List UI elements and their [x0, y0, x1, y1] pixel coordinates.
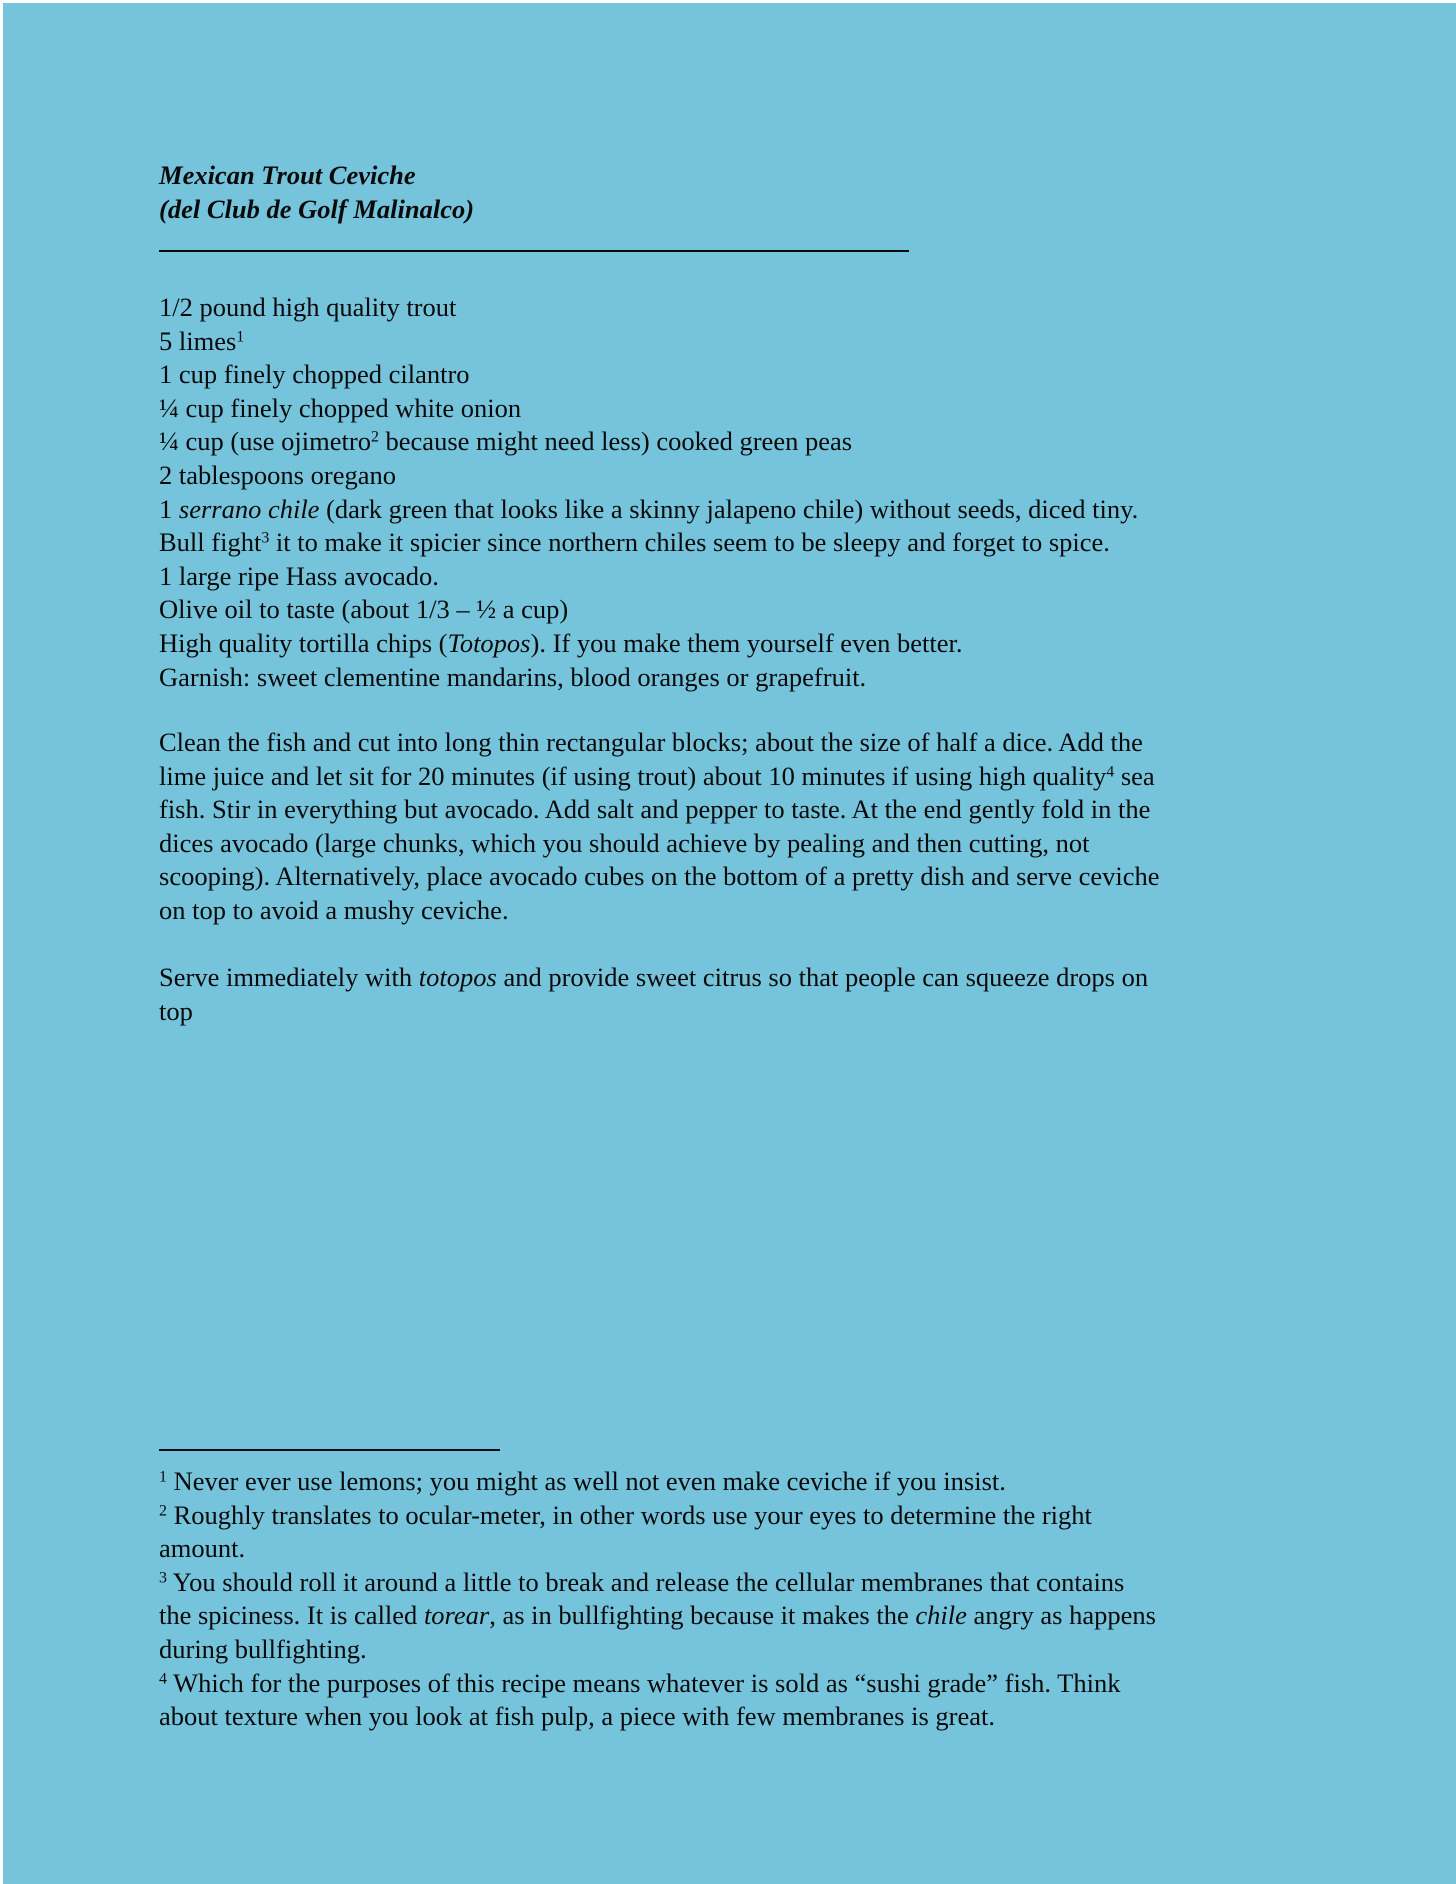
text-run: the spiciness. It is called [159, 1600, 424, 1631]
italic-text: Totopos [447, 627, 531, 658]
subtitle-line: (del Club de Golf Malinalco) [159, 193, 475, 224]
footnote-reference: 2 [159, 1501, 167, 1519]
text-run: Never ever use lemons; you might as well not even make ceviche if you insist. [166, 1466, 1006, 1496]
text-run: it to make it spicier since northern chiles seem to be sleepy and forget to spice. [269, 527, 1110, 558]
serving-line [159, 995, 1148, 1029]
ingredients-line [159, 291, 1138, 325]
footnotes-line [159, 1566, 1156, 1600]
text-run: about texture when you look at fish pulp, a piece with few membranes is great. [159, 1701, 995, 1732]
text-run: ¼ cup (use ojimetro [159, 426, 371, 457]
text-run: (dark green that looks like a skinny jalapeno chile) without seeds, diced tiny. [319, 493, 1139, 524]
footnote-reference: 1 [236, 327, 245, 345]
text-run: lime juice and let sit for 20 minutes (if using trout) about 10 minutes if using high quality [159, 760, 1107, 791]
serving-line [159, 961, 1148, 995]
text-run: Garnish: sweet clementine mandarins, blood oranges or grapefruit. [159, 661, 867, 692]
footnote-reference: 2 [370, 428, 379, 446]
ingredients-line [159, 459, 1138, 493]
footnotes [159, 1465, 1156, 1734]
footnote-reference: 1 [159, 1468, 167, 1486]
ingredients-line [159, 425, 1138, 459]
text-run: 2 tablespoons oregano [159, 459, 396, 490]
text-run: 1 cup finely chopped cilantro [159, 359, 470, 390]
text-run: angry as happens [966, 1600, 1156, 1631]
text-run: Olive oil to taste (about 1/3 – ½ a cup) [159, 594, 569, 625]
ingredients-line [159, 526, 1138, 560]
footnotes-line [159, 1465, 1156, 1499]
ingredients-list [159, 291, 1138, 694]
italic-text: totopos [418, 962, 497, 992]
text-run: 5 limes [159, 325, 237, 356]
text-run: amount. [159, 1533, 246, 1564]
text-run: Clean the fish and cut into long thin rectangular blocks; about the size of half a dice. Add the [159, 727, 1143, 757]
recipe-title [159, 159, 474, 226]
text-run: because might need less) cooked green peas [378, 426, 853, 457]
text-run: ¼ cup finely chopped white onion [159, 392, 522, 423]
text-run: High quality tortilla chips ( [159, 627, 448, 658]
instructions-paragraph [159, 726, 1160, 928]
text-run: Bull fight [159, 527, 262, 558]
footnotes-line [159, 1599, 1156, 1633]
footnotes-line [159, 1667, 1156, 1701]
serving-paragraph [159, 961, 1148, 1028]
italic-text: torear [423, 1600, 490, 1631]
text-run: sea [1114, 760, 1155, 791]
footnotes-line [159, 1499, 1156, 1533]
text-run: top [159, 995, 193, 1026]
text-run: Serve immediately with [159, 962, 419, 992]
text-run: ). If you make them yourself even better. [530, 627, 963, 658]
ingredients-line [159, 661, 1138, 695]
footnotes-line [159, 1532, 1156, 1566]
instructions-line [159, 726, 1160, 760]
footnote-reference: 3 [159, 1569, 167, 1587]
footnote-reference: 3 [261, 529, 270, 547]
text-run: during bullfighting. [159, 1633, 367, 1664]
ingredients-line [159, 560, 1138, 594]
ingredients-line [159, 493, 1138, 527]
instructions-line [159, 894, 1160, 928]
text-run: 1 large ripe Hass avocado. [159, 560, 439, 591]
text-run: scooping). Alternatively, place avocado cubes on the bottom of a pretty dish and serve ceviche [159, 861, 1160, 892]
text-run: Roughly translates to ocular-meter, in other words use your eyes to determine the right [166, 1499, 1092, 1530]
text-run: and provide sweet citrus so that people can squeeze drops on [496, 962, 1149, 992]
text-run: You should roll it around a little to break and release the cellular membranes that contains [166, 1566, 1125, 1597]
ingredients-line [159, 358, 1138, 392]
text-run: Which for the purposes of this recipe means whatever is sold as “sushi grade” fish. Think [166, 1667, 1121, 1698]
title-line: Mexican Trout Ceviche [159, 160, 416, 190]
footnote-reference: 4 [1106, 762, 1115, 780]
footnotes-line [159, 1700, 1156, 1734]
ingredients-line [159, 627, 1138, 661]
text-run: fish. Stir in everything but avocado. Add salt and pepper to taste. At the end gently fold in the [159, 794, 1151, 825]
text-run: , as in bullfighting because it makes the [489, 1600, 916, 1631]
instructions-line [159, 793, 1160, 827]
text-run: dices avocado (large chunks, which you should achieve by pealing and then cutting, not [159, 827, 1090, 858]
text-run: on top to avoid a mushy ceviche. [159, 894, 509, 925]
instructions-line [159, 860, 1160, 894]
ingredients-line [159, 325, 1138, 359]
instructions-line [159, 827, 1160, 861]
italic-text: chile [915, 1600, 967, 1631]
text-run: 1/2 pound high quality trout [159, 292, 457, 322]
italic-text: serrano chile [178, 493, 320, 524]
text-run: 1 [159, 493, 179, 524]
ingredients-line [159, 593, 1138, 627]
footnotes-line [159, 1633, 1156, 1667]
ingredients-line [159, 392, 1138, 426]
instructions-line [159, 760, 1160, 794]
footnote-separator [159, 1449, 500, 1451]
title-divider [159, 250, 909, 252]
document-page [3, 3, 1456, 1884]
footnote-reference: 4 [159, 1669, 167, 1687]
